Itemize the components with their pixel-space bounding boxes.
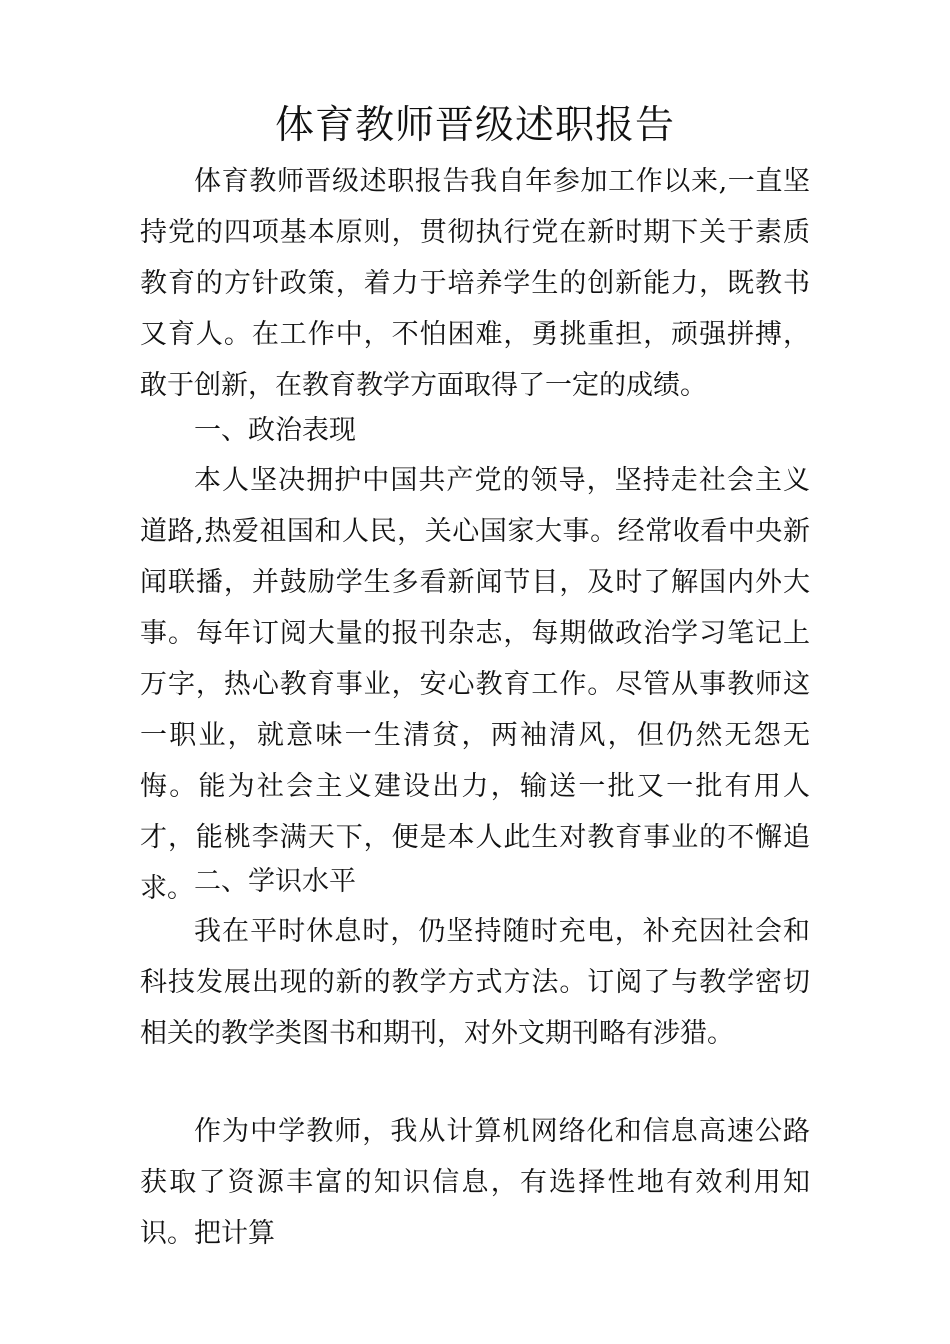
knowledge-paragraph: 我在平时休息时，仍坚持随时充电，补充因社会和科技发展出现的新的教学方式方法。订阅了与教学密切相关的教学类图书和期刊，对外文期刊略有涉猎。 [140, 916, 810, 1049]
intro-paragraph: 体育教师晋级述职报告我自年参加工作以来,一直坚持党的四项基本原则，贯彻执行党在新时期下关于素质教育的方针政策，着力于培养学生的创新能力，既教书又育人。在工作中，不怕困难，勇挑重担，顽强拼搏，敢于创新，在教育教学方面取得了一定的成绩。 [140, 166, 810, 401]
section-heading-knowledge: 二、学识水平 [194, 866, 356, 897]
politics-paragraph: 本人坚决拥护中国共产党的领导，坚持走社会主义道路,热爱祖国和人民，关心国家大事。经常收看中央新闻联播，并鼓励学生多看新闻节目，及时了解国内外大事。每年订阅大量的报刊杂志，每期做政治学习笔记上万字，热心教育事业，安心教育工作。尽管从事教师这一职业，就意味一生清贫，两袖清风，但仍然无怨无悔。能为社会主义建设出力，输送一批又一批有用人才，能桃李满天下，便是本人此生对教育事业的不懈追求。 [140, 465, 810, 904]
document-title: 体育教师晋级述职报告 [274, 103, 675, 148]
section-heading-politics: 一、政治表现 [194, 415, 356, 446]
knowledge-paragraph-continued: 作为中学教师，我从计算机网络化和信息高速公路获取了资源丰富的知识信息，有选择性地有效利用知识。把计算 [140, 1116, 810, 1249]
